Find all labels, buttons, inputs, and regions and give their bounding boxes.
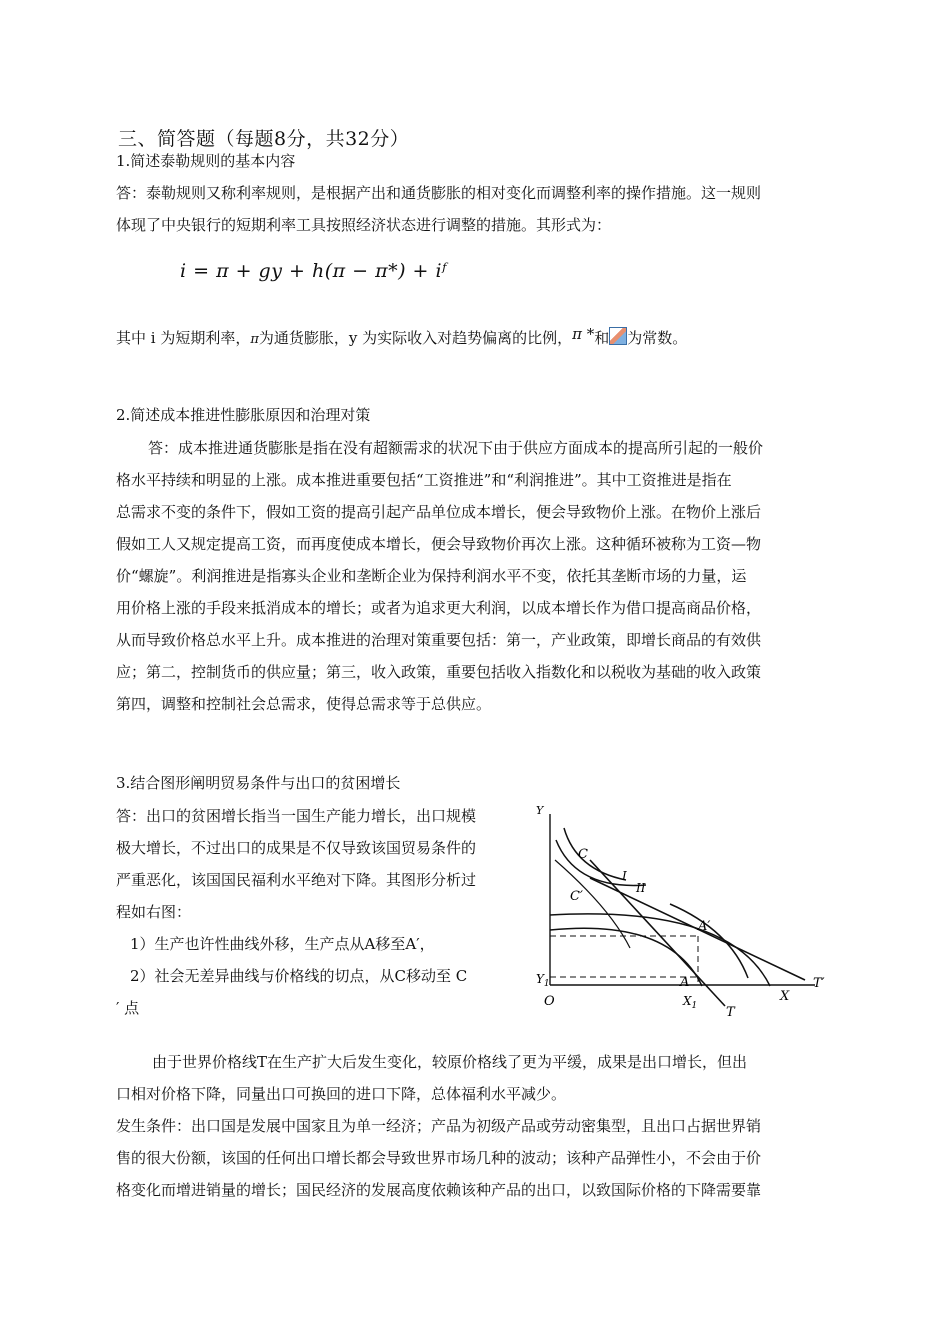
q3-condition-line: 发生条件：出口国是发展中国家且为单一经济；产品为初级产品或劳动密集型，且出口占据世界销 [116,1117,762,1135]
note-part: 为常数。 [627,329,688,347]
section-title: 三、简答题（每题8分，共32分） [118,128,410,150]
q3-condition-line: 售的很大份额，该国的任何出口增长都会导致世界市场几种的波动；该种产品弹性小，不会由于价 [116,1149,762,1167]
q2-line: 用价格上涨的手段来抵消成本的增长；或者为追求更大利润，以成本增长作为借口提高商品价格， [116,599,762,617]
q3-after-figure [116,1046,836,1206]
label-y1-main: Y [536,972,544,986]
q2-line: 总需求不变的条件下，假如工资的提高引起产品单位成本增长，便会导致物价上涨。在物价上涨后 [116,503,762,521]
label-t: T [726,1005,735,1020]
label-x1-sub: 1 [691,1001,698,1011]
q1-answer-line: 体现了中央银行的短期利率工具按照经济状态进行调整的措施。其形式为： [116,216,612,234]
q2-line: 假如工人又规定提高工资，而再度使成本增长，便会导致物价再次上涨。这种循环被称为工资—物 [116,535,762,553]
note-part: 为通货膨胀，y 为实际收入对趋势偏离的比例， [258,329,573,347]
q3-left-text [116,800,526,1024]
pi-star-symbol: π * [572,325,595,343]
pi-symbol: π [250,332,259,347]
origin-label: O [544,994,555,1009]
q1-variable-note [116,318,687,356]
label-a-prime: A′ [698,919,711,934]
label-y1-sub: 1 [543,979,550,989]
q2-line: 第四，调整和控制社会总需求，使得总需求等于总供应。 [116,695,492,713]
q3-after-line: 由于世界价格线T在生产扩大后发生变化，较原价格线了更为平缓，成果是出口增长，但出 [152,1053,748,1071]
q2-line: 价“螺旋”。利润推进是指寡头企业和垄断企业为保持利润水平不变，依托其垄断市场的力量，运 [116,567,747,585]
q2-answer [116,432,836,720]
broken-image-icon [609,327,627,345]
q3-condition-line: 格变化而增进销量的增长；国民经济的发展高度依赖该种产品的出口，以致国际价格的下降需要靠 [116,1181,762,1199]
ppf-expanded [550,914,770,986]
q3-left-line: 答：出口的贫困增长指当一国生产能力增长，出口规模 [116,807,477,825]
q3-after-line: 口相对价格下降，同量出口可换回的进口下降，总体福利水平减少。 [116,1085,567,1103]
x-axis-label: X [780,989,790,1004]
q3-point-2-cont: ′ 点 [116,999,140,1017]
note-part: 其中 i 为短期利率， [116,329,251,347]
q3-left-line: 严重恶化，该国国民福利水平绝对下降。其图形分析过 [116,871,477,889]
q2-line: 格水平持续和明显的上涨。成本推进重要包括“工资推进”和“利润推进”。其中工资推进是指在 [116,471,732,489]
q3-title: 3.结合图形阐明贸易条件与出口的贫困增长 [116,774,401,792]
q1-title: 1.简述泰勒规则的基本内容 [116,152,296,170]
q3-left-line: 极大增长，不过出口的成果是不仅导致该国贸易条件的 [116,839,477,857]
label-t-prime: T′ [813,976,825,991]
indifference-curve-3 [555,860,630,948]
q2-line: 应；第二，控制货币的供应量；第三，收入政策，重要包括收入指数化和以税收为基础的收入政策 [116,663,762,681]
label-y1 [536,972,550,989]
q1-answer [116,177,836,241]
label-x1-main: X [683,994,692,1008]
note-part: 和 [594,329,610,347]
label-x1 [682,994,697,1011]
indifference-curve-1 [564,828,626,880]
label-c: C [578,847,588,862]
label-a: A [680,975,690,990]
label-c-prime: C′ [570,889,583,904]
q2-line: 从而导致价格总水平上升。成本推进的治理对策重要包括：第一，产业政策，即增长商品的有效供 [116,631,762,649]
label-curve-2: II [636,881,646,895]
immiserizing-growth-figure [530,800,850,1025]
indifference-curve-4 [670,904,748,978]
taylor-formula: i = π + gy + h(π − π*) + iᶠ [180,260,447,282]
q3-point-2: 2）社会无差异曲线与价格线的切点，从C移动至 C [130,967,468,985]
q3-left-line: 程如右图： [116,903,192,921]
q3-point-1: 1）生产也许性曲线外移，生产点从A移至A′， [130,935,435,953]
label-curve-1: I [622,869,627,883]
q2-line: 答：成本推进通货膨胀是指在没有超额需求的状况下由于供应方面成本的提高所引起的一般价 [148,439,764,457]
q1-answer-line: 答：泰勒规则又称利率规则，是根据产出和通货膨胀的相对变化而调整利率的操作措施。这一规则 [116,184,762,202]
y-axis-label: Y [536,804,544,817]
q2-title: 2.简述成本推进性膨胀原因和治理对策 [116,406,371,424]
indifference-curve-2 [556,840,646,885]
